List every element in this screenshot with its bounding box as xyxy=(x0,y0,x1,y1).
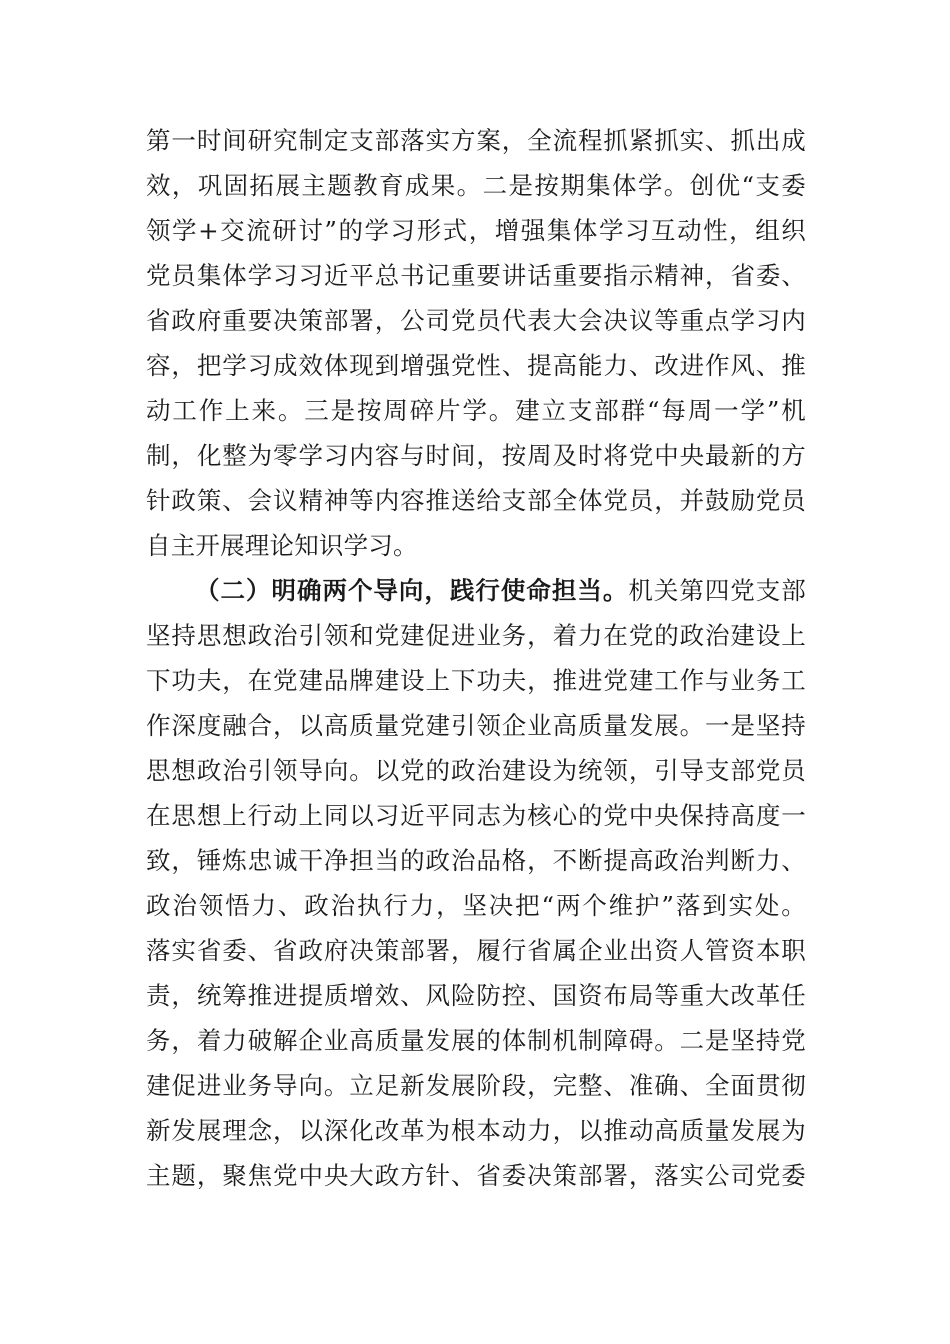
text-line: 建促进业务导向。立足新发展阶段，完整、准确、全面贯彻 xyxy=(146,1071,806,1100)
document-page xyxy=(146,118,806,1198)
text-line: 领学+交流研讨”的学习形式，增强集体学习互动性，组织 xyxy=(146,216,806,245)
text-line: 第一时间研究制定支部落实方案，全流程抓紧抓实、抓出成 xyxy=(146,126,806,155)
text-line: 针政策、会议精神等内容推送给支部全体党员，并鼓励党员 xyxy=(146,486,806,515)
text-line: 致，锤炼忠诚干净担当的政治品格，不断提高政治判断力、 xyxy=(146,846,806,875)
text-line: 坚持思想政治引领和党建促进业务，着力在党的政治建设上 xyxy=(146,621,806,650)
section-heading: （二）明确两个导向，践行使命担当。 xyxy=(195,576,629,605)
text-line: 责，统筹推进提质增效、风险防控、国资布局等重大改革任 xyxy=(146,981,806,1010)
paragraph-2 xyxy=(146,568,806,1198)
text-line: 效，巩固拓展主题教育成果。二是按期集体学。创优“支委 xyxy=(146,171,806,200)
section-heading-line xyxy=(146,568,806,613)
text-line: 新发展理念，以深化改革为根本动力，以推动高质量发展为 xyxy=(146,1116,806,1145)
text-line: 务，着力破解企业高质量发展的体制机制障碍。二是坚持党 xyxy=(146,1026,806,1055)
text-line: 动工作上来。三是按周碎片学。建立支部群“每周一学”机 xyxy=(146,396,806,425)
text-line: 自主开展理论知识学习。 xyxy=(146,531,418,560)
text-line: 落实省委、省政府决策部署，履行省属企业出资人管资本职 xyxy=(146,936,806,965)
text-line: 作深度融合，以高质量党建引领企业高质量发展。一是坚持 xyxy=(146,711,806,740)
text-line: 政治领悟力、政治执行力，坚决把“两个维护”落到实处。 xyxy=(146,891,806,920)
heading-line-rest: 机关第四党支部 xyxy=(628,576,806,605)
text-line: 党员集体学习习近平总书记重要讲话重要指示精神，省委、 xyxy=(146,261,806,290)
paragraph-1 xyxy=(146,118,806,568)
text-line: 思想政治引领导向。以党的政治建设为统领，引导支部党员 xyxy=(146,756,806,785)
text-line: 在思想上行动上同以习近平同志为核心的党中央保持高度一 xyxy=(146,801,806,830)
text-line: 省政府重要决策部署，公司党员代表大会决议等重点学习内 xyxy=(146,306,806,335)
text-line: 主题，聚焦党中央大政方针、省委决策部署，落实公司党委 xyxy=(146,1161,806,1190)
text-line: 容，把学习成效体现到增强党性、提高能力、改进作风、推 xyxy=(146,351,806,380)
text-line: 制，化整为零学习内容与时间，按周及时将党中央最新的方 xyxy=(146,441,806,470)
text-line: 下功夫，在党建品牌建设上下功夫，推进党建工作与业务工 xyxy=(146,666,806,695)
